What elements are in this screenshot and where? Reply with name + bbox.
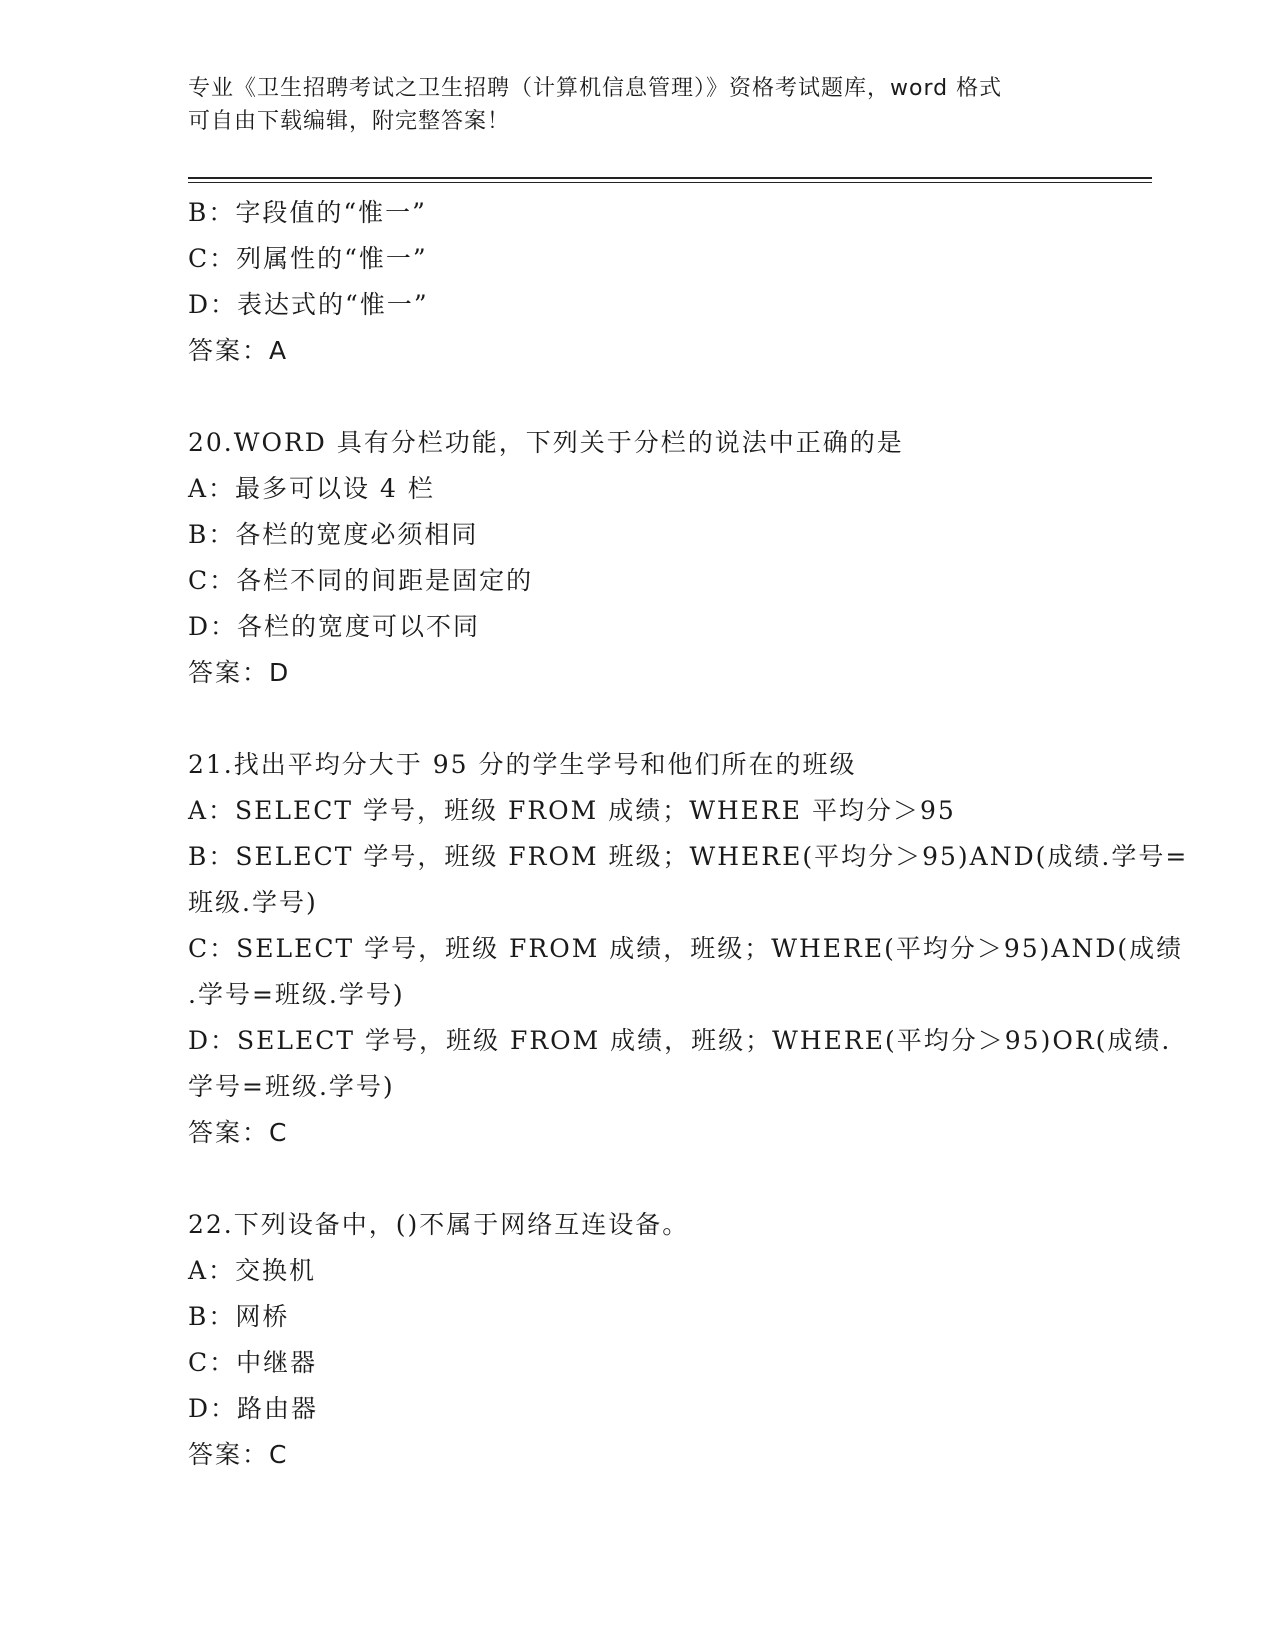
question-spacer [188, 1156, 1088, 1202]
document-header [188, 72, 1088, 138]
question-stem: 22.下列设备中，()不属于网络互连设备。 [188, 1210, 690, 1239]
question-spacer [188, 374, 1088, 420]
header-line-2: 可自由下载编辑，附完整答案！ [188, 109, 511, 134]
option-a: A：最多可以设 4 栏 [188, 474, 435, 503]
question-20 [188, 420, 1088, 696]
answer-line: 答案：C [188, 1118, 289, 1147]
question-stem: 20.WORD 具有分栏功能，下列关于分栏的说法中正确的是 [188, 428, 904, 457]
option-c: C：列属性的“惟一” [188, 244, 428, 273]
option-b-continued: 班级.学号) [188, 888, 318, 917]
option-c: C：SELECT 学号，班级 FROM 成绩，班级；WHERE(平均分＞95)AND(成绩 [188, 934, 1184, 963]
question-22 [188, 1202, 1088, 1478]
answer-line: 答案：D [188, 658, 291, 687]
option-c: C：各栏不同的间距是固定的 [188, 566, 534, 595]
answer-line: 答案：C [188, 1440, 289, 1469]
question-21 [188, 742, 1189, 1156]
answer-line: 答案：A [188, 336, 289, 365]
question-19-tail [188, 190, 1088, 374]
header-line-1: 专业《卫生招聘考试之卫生招聘（计算机信息管理）》资格考试题库，word 格式 [188, 76, 1003, 101]
option-d: D：各栏的宽度可以不同 [188, 612, 481, 641]
header-rule-thick [188, 177, 1152, 179]
option-a: A：SELECT 学号，班级 FROM 成绩；WHERE 平均分＞95 [188, 796, 956, 825]
option-c-continued: .学号=班级.学号) [188, 980, 405, 1009]
option-d-continued: 学号=班级.学号) [188, 1072, 395, 1101]
question-stem: 21.找出平均分大于 95 分的学生学号和他们所在的班级 [188, 750, 857, 779]
option-d: D：路由器 [188, 1394, 319, 1423]
option-d: D：SELECT 学号，班级 FROM 成绩，班级；WHERE(平均分＞95)OR(成绩. [188, 1026, 1172, 1055]
option-b: B：字段值的“惟一” [188, 198, 427, 227]
question-spacer [188, 696, 1088, 742]
option-b: B：网桥 [188, 1302, 290, 1331]
option-b: B：各栏的宽度必须相同 [188, 520, 479, 549]
option-d: D：表达式的“惟一” [188, 290, 429, 319]
option-b: B：SELECT 学号，班级 FROM 班级；WHERE(平均分＞95)AND(成绩.学号= [188, 842, 1189, 871]
header-rule-thin [188, 182, 1152, 183]
question-list [188, 190, 1189, 1478]
option-c: C：中继器 [188, 1348, 318, 1377]
option-a: A：交换机 [188, 1256, 317, 1285]
